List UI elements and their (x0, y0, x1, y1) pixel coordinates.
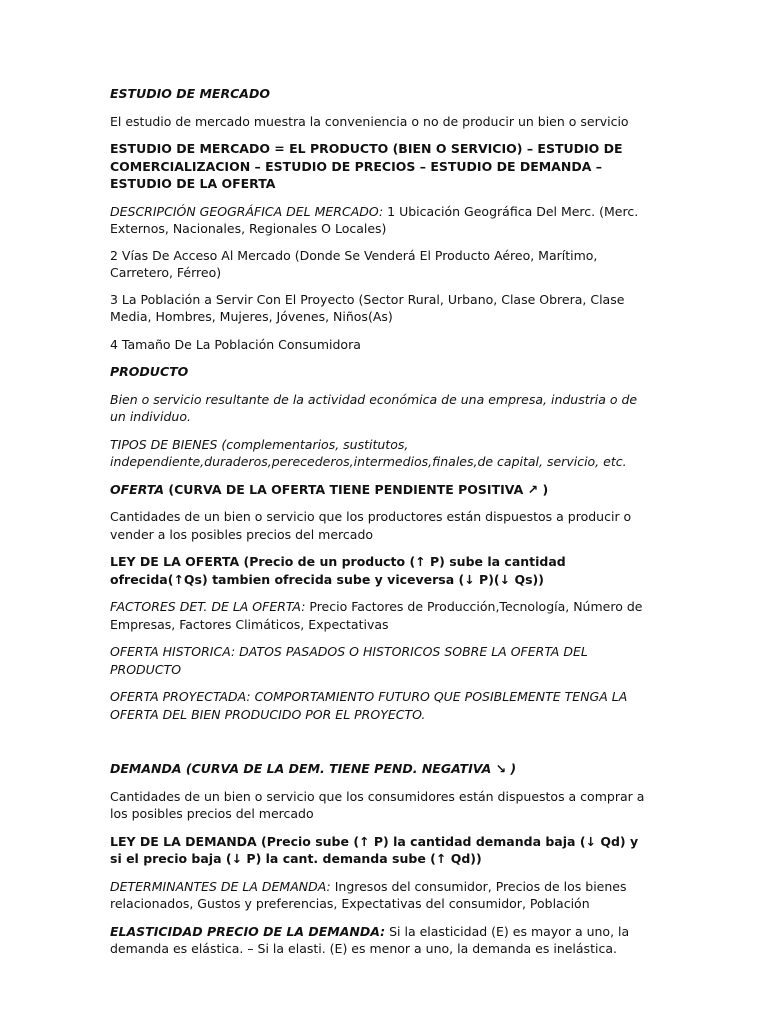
oferta-heading-label: OFERTA (110, 481, 164, 497)
demanda-heading: DEMANDA (CURVA DE LA DEM. TIENE PEND. NEGATIVA ↘ ) (110, 761, 517, 776)
determinantes-demanda-text: Ingresos del consumidor, Precios de los bienes relacionados, Gustos y preferencias, Expectativas del consumidor, Población (110, 878, 627, 911)
tipos-de-bienes: TIPOS DE BIENES (complementarios, sustitutos, independiente,duraderos,perecederos,intermedios,finales,de capital, servicio, etc. (110, 436, 627, 469)
factores-oferta-label: FACTORES DET. DE LA OFERTA: (110, 599, 306, 614)
geo-label: DESCRIPCIÓN GEOGRÁFICA DEL MERCADO: (110, 203, 384, 219)
intro-paragraph: El estudio de mercado muestra la conveniencia o no de producir un bien o servicio (110, 113, 629, 129)
producto-heading: PRODUCTO (110, 364, 189, 379)
geo-item-2: 2 Vías De Acceso Al Mercado (Donde Se Venderá El Producto Aéreo, Marítimo, Carretero, Férreo) (110, 247, 598, 280)
elasticidad-text: Si la elasticidad (E) es mayor a uno, la demanda es elástica. – Si la elasti. (E) es menor a uno, la demanda es inelástica. (110, 923, 630, 956)
determinantes-demanda-paragraph (110, 878, 648, 913)
geo-item-4: 4 Tamaño De La Población Consumidora (110, 336, 361, 352)
demanda-description: Cantidades de un bien o servicio que los consumidores están dispuestos a comprar a los posibles precios del mercado (110, 788, 645, 821)
geo-item-3: 3 La Población a Servir Con El Proyecto (Sector Rural, Urbano, Clase Obrera, Clase Media, Hombres, Mujeres, Jóvenes, Niños(As) (110, 291, 625, 324)
determinantes-demanda-label: DETERMINANTES DE LA DEMANDA: (110, 878, 331, 894)
ley-de-la-demanda: LEY DE LA DEMANDA (Precio sube (↑ P) la cantidad demanda baja (↓ Qd) y si el precio baja (↓ P) la cant. demanda sube (↑ Qd)) (110, 833, 639, 866)
oferta-heading-rest: (CURVA DE LA OFERTA TIENE PENDIENTE POSITIVA ↗ ) (164, 481, 549, 497)
oferta-description: Cantidades de un bien o servicio que los productores están dispuestos a producir o vender a los posibles precios del mercado (110, 509, 632, 542)
geo-paragraph (110, 203, 648, 238)
definition-paragraph: ESTUDIO DE MERCADO = EL PRODUCTO (BIEN O SERVICIO) – ESTUDIO DE COMERCIALIZACION – ESTUDIO DE PRECIOS – ESTUDIO DE DEMANDA – ESTUDIO DE LA OFERTA (110, 141, 623, 191)
elasticidad-label: ELASTICIDAD PRECIO DE LA DEMANDA: (110, 923, 386, 939)
oferta-proyectada: OFERTA PROYECTADA: COMPORTAMIENTO FUTURO QUE POSIBLEMENTE TENGA LA OFERTA DEL BIEN PRODUCIDO POR EL PROYECTO. (110, 689, 628, 722)
oferta-historica: OFERTA HISTORICA: DATOS PASADOS O HISTORICOS SOBRE LA OFERTA DEL PRODUCTO (110, 644, 588, 677)
oferta-heading (110, 481, 648, 499)
geo-item-1: 1 Ubicación Geográfica Del Merc. (Merc. Externos, Nacionales, Regionales O Locales) (110, 203, 639, 236)
elasticidad-paragraph (110, 923, 648, 958)
factores-oferta-text: Precio Factores de Producción,Tecnología, Número de Empresas, Factores Climáticos, Expectativas (110, 599, 643, 632)
ley-de-la-oferta: LEY DE LA OFERTA (Precio de un producto (↑ P) sube la cantidad ofrecida(↑Qs) tambien ofrecida sube y viceversa (↓ P)(↓ Qs)) (110, 554, 566, 587)
producto-description: Bien o servicio resultante de la actividad económica de una empresa, industria o de un individuo. (110, 391, 638, 424)
factores-oferta-paragraph (110, 598, 648, 633)
document-title: ESTUDIO DE MERCADO (110, 86, 270, 101)
